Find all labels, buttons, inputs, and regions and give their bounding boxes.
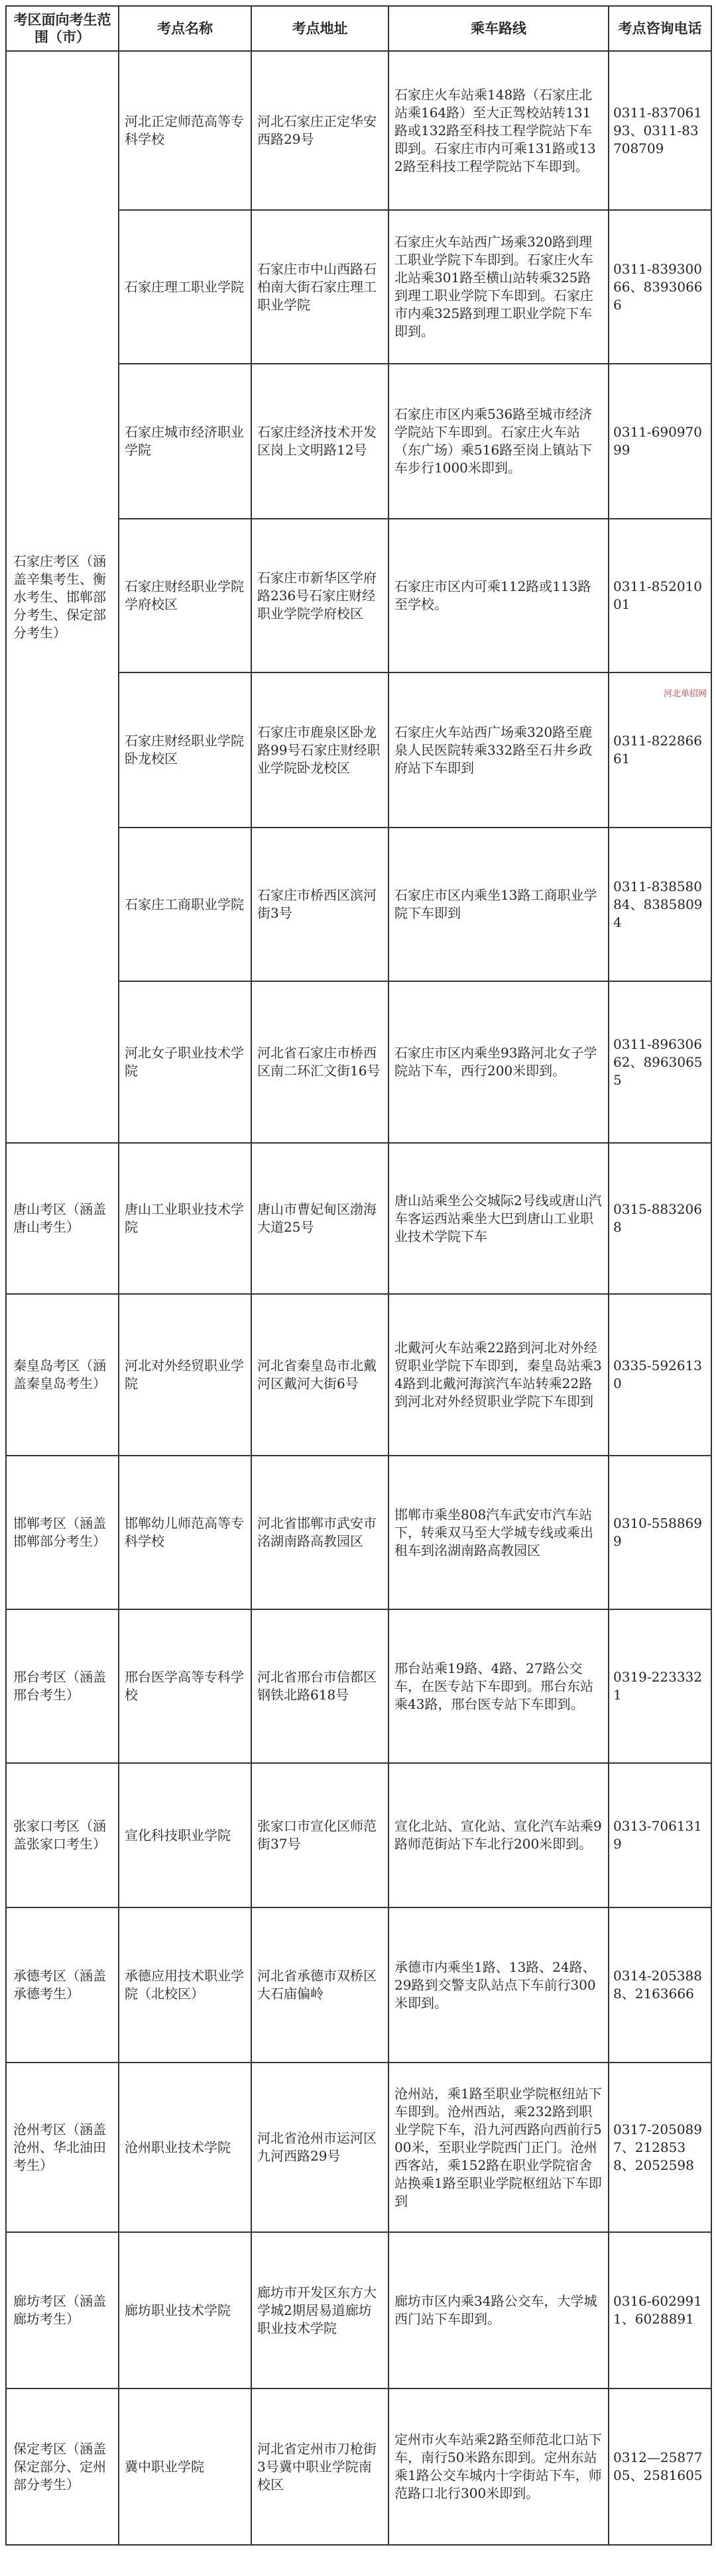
region-cell: 秦皇岛考区（涵盖秦皇岛考生） <box>6 1294 119 1456</box>
table-row <box>6 1456 711 1609</box>
route-cell: 石家庄火车站乘148路（石家庄北站乘164路）至大正驾校站转131路或132路至科技工程学院站下车即到。石家庄市内可乘131路或132路至科技工程学院站下车即到。 <box>388 51 609 210</box>
route-cell: 石家庄市区内可乘112路或113路至学校。 <box>388 519 609 672</box>
school-cell: 唐山工业职业技术学院 <box>119 1143 251 1294</box>
region-cell: 邯郸考区（涵盖邯郸部分考生） <box>6 1456 119 1609</box>
watermark-text: 河北单招网 <box>663 689 707 699</box>
phone-cell: 0312—2587705、2581605 <box>609 2388 711 2545</box>
route-cell: 石家庄火车站西广场乘320路至鹿泉人民医院转乘332路至石井乡政府站下车即到 <box>388 672 609 828</box>
phone-cell: 0311-83858084、83858094 <box>609 828 711 981</box>
school-cell: 宣化科技职业学院 <box>119 1763 251 1907</box>
table-row <box>6 1763 711 1907</box>
route-cell: 承德市内乘坐1路、13路、24路、29路到交警支队站点下车前行300米即到。 <box>388 1907 609 2063</box>
address-cell: 河北省石家庄市桥西区南二环汇文街16号 <box>251 981 388 1143</box>
address-cell: 廊坊市开发区东方大学城2期居易道廊坊职业技术学院 <box>251 2232 388 2388</box>
phone-cell: 0317-2050897、2128538、2052598 <box>609 2063 711 2232</box>
school-cell: 石家庄城市经济职业学院 <box>119 364 251 519</box>
address-cell: 石家庄市中山西路石柏南大街石家庄理工职业学院 <box>251 210 388 364</box>
phone-cell: 0319-2233321 <box>609 1609 711 1763</box>
school-cell: 邢台医学高等专科学校 <box>119 1609 251 1763</box>
route-cell: 定州市火车站乘2路至师范北口站下车，南行50米路东即到。定州东站乘1路公交车城内十字街站下车，师范路口北行300米即到。 <box>388 2388 609 2545</box>
region-cell: 邢台考区（涵盖邢台考生） <box>6 1609 119 1763</box>
school-cell: 冀中职业学院 <box>119 2388 251 2545</box>
school-cell: 石家庄理工职业学院 <box>119 210 251 364</box>
route-cell: 石家庄市区内乘坐13路工商职业学院下车即到 <box>388 828 609 981</box>
table-row <box>6 2388 711 2545</box>
route-cell: 石家庄火车站西广场乘320路到理工职业学院下车即到。石家庄火车北站乘301路至横山站转乘325路到理工职业学院下车即到。石家庄市内乘325路到理工职业学院下车即到。 <box>388 210 609 364</box>
header-school: 考点名称 <box>119 6 251 51</box>
table-row <box>6 1609 711 1763</box>
table-row <box>6 1294 711 1456</box>
address-cell: 石家庄市桥西区滨河街3号 <box>251 828 388 981</box>
phone-cell: 0313-7061319 <box>609 1763 711 1907</box>
phone-cell: 0311-83930066、83930666 <box>609 210 711 364</box>
route-cell: 唐山站乘坐公交城际2号线或唐山汽车客运西站乘坐大巴到唐山工业职业技术学院下车 <box>388 1143 609 1294</box>
region-cell: 保定考区（涵盖保定部分、定州部分考生） <box>6 2388 119 2545</box>
school-cell: 石家庄财经职业学院学府校区 <box>119 519 251 672</box>
phone-cell: 0311-89630662、89630655 <box>609 981 711 1143</box>
route-cell: 北戴河火车站乘22路到河北对外经贸职业学院下车即到，秦皇岛站乘34路到北戴河海滨汽车站转乘22路到河北对外经贸职业学院下车即到 <box>388 1294 609 1456</box>
region-cell: 承德考区（涵盖承德考生） <box>6 1907 119 2063</box>
route-cell: 沧州站，乘1路至职业学院枢纽站下车即到。沧州西站，乘232路到职业学院下车，沿九河西路向西前行500米，至职业学院西门正门。沧州西客站，乘152路在职业学院宿舍站换乘1路至职业学院枢纽站下车即到 <box>388 2063 609 2232</box>
phone-cell: 0315-8832068 <box>609 1143 711 1294</box>
table-row <box>6 2232 711 2388</box>
school-cell: 石家庄财经职业学院卧龙校区 <box>119 672 251 828</box>
exam-site-table <box>5 5 712 2546</box>
route-cell: 邢台站乘19路、4路、27路公交车，在医专站下车即到。邢台东站乘43路，邢台医专站下车即到。 <box>388 1609 609 1763</box>
region-cell: 廊坊考区（涵盖廊坊考生） <box>6 2232 119 2388</box>
address-cell: 河北省沧州市运河区九河西路29号 <box>251 2063 388 2232</box>
table-row <box>6 1907 711 2063</box>
phone-cell: 0316-6029911、6028891 <box>609 2232 711 2388</box>
phone-cell: 0311-69097099 <box>609 364 711 519</box>
table-row <box>6 2063 711 2232</box>
school-cell: 石家庄工商职业学院 <box>119 828 251 981</box>
address-cell: 河北石家庄正定华安西路29号 <box>251 51 388 210</box>
school-cell: 河北女子职业技术学院 <box>119 981 251 1143</box>
school-cell: 邯郸幼儿师范高等专科学校 <box>119 1456 251 1609</box>
phone-cell: 0311-85201001 <box>609 519 711 672</box>
phone-cell: 0314-2053888、2163666 <box>609 1907 711 2063</box>
table-header-row <box>6 6 711 51</box>
school-cell: 河北正定师范高等专科学校 <box>119 51 251 210</box>
phone-cell: 0311-82286661 <box>609 672 711 828</box>
route-cell: 廊坊市区内乘34路公交车，大学城西门站下车即到。 <box>388 2232 609 2388</box>
header-address: 考点地址 <box>251 6 388 51</box>
school-cell: 河北对外经贸职业学院 <box>119 1294 251 1456</box>
header-phone: 考点咨询电话 <box>609 6 711 51</box>
region-cell: 沧州考区（涵盖沧州、华北油田考生） <box>6 2063 119 2232</box>
table-row <box>6 1143 711 1294</box>
address-cell: 河北省承德市双桥区大石庙偏岭 <box>251 1907 388 2063</box>
header-route: 乘车路线 <box>388 6 609 51</box>
address-cell: 石家庄市鹿泉区卧龙路99号石家庄财经职业学院卧龙校区 <box>251 672 388 828</box>
address-cell: 河北省邢台市信都区钢铁北路618号 <box>251 1609 388 1763</box>
school-cell: 承德应用技术职业学院（北校区） <box>119 1907 251 2063</box>
route-cell: 石家庄市区内乘坐93路河北女子学院站下车，西行200米即到。 <box>388 981 609 1143</box>
school-cell: 廊坊职业技术学院 <box>119 2232 251 2388</box>
region-cell: 唐山考区（涵盖唐山考生） <box>6 1143 119 1294</box>
header-region: 考区面向考生范围（市） <box>6 6 119 51</box>
region-cell: 张家口考区（涵盖张家口考生） <box>6 1763 119 1907</box>
phone-cell: 0311-83706193、0311-83708709 <box>609 51 711 210</box>
route-cell: 宣化北站、宣化站、宣化汽车站乘9路师范街站下车北行200米即到。 <box>388 1763 609 1907</box>
route-cell: 邯郸市乘坐808汽车武安市汽车站下，转乘双马至大学城专线或乘出租车到洺湖南路高教园区 <box>388 1456 609 1609</box>
phone-cell: 0335-5926130 <box>609 1294 711 1456</box>
school-cell: 沧州职业技术学院 <box>119 2063 251 2232</box>
phone-cell: 0310-5588699 <box>609 1456 711 1609</box>
table-row <box>6 51 711 210</box>
address-cell: 河北省秦皇岛市北戴河区戴河大街6号 <box>251 1294 388 1456</box>
route-cell: 石家庄市区内乘536路至城市经济学院站下车即到。石家庄火车站（东广场）乘516路至岗上镇站下车步行1000米即到。 <box>388 364 609 519</box>
address-cell: 石家庄经济技术开发区岗上文明路12号 <box>251 364 388 519</box>
address-cell: 河北省定州市刀枪街3号冀中职业学院南校区 <box>251 2388 388 2545</box>
region-cell-shijiazhuang: 石家庄考区（涵盖辛集考生、衡水考生、邯郸部分考生、保定部分考生） <box>6 51 119 1143</box>
address-cell: 石家庄市新华区学府路236号石家庄财经职业学院学府校区 <box>251 519 388 672</box>
address-cell: 河北省邯郸市武安市洺湖南路高教园区 <box>251 1456 388 1609</box>
address-cell: 唐山市曹妃甸区渤海大道25号 <box>251 1143 388 1294</box>
address-cell: 张家口市宣化区师范街37号 <box>251 1763 388 1907</box>
